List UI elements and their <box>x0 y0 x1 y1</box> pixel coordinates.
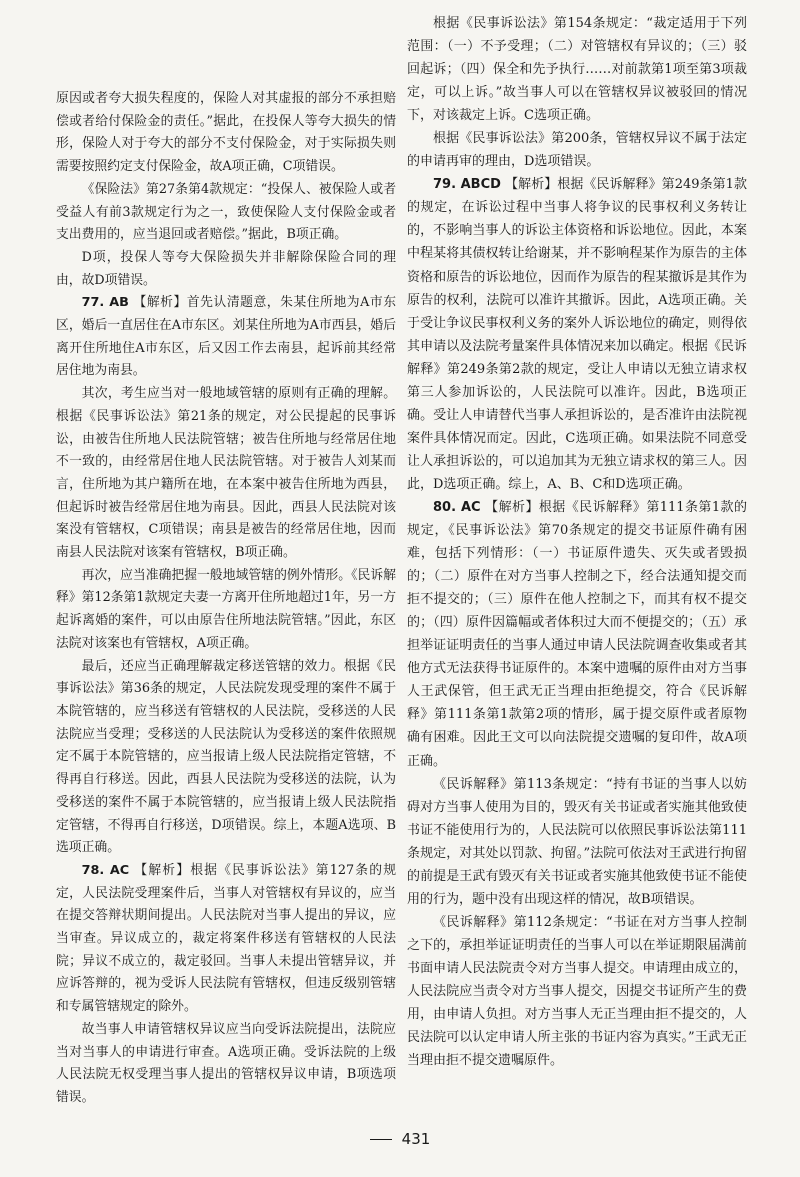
paragraph <box>56 565 396 656</box>
question-number: 78. AC <box>81 862 130 878</box>
paragraph-text: 【解析】根据《民诉解释》第249条第1款的规定，在诉讼过程中当事人将争议的民事权利义务转让的，不影响当事人的诉讼主体资格和诉讼地位。因此，本案中程某将其债权转让给谢某，并不影响程某作为原告的主体资格和原告的诉讼地位，因而作为原告的程某撤诉是其作为原告的权利，法院可以准许其撤诉。因此，A选项正确。关于受让争议民事权利义务的案外人诉讼地位的确定，则得依其申请以及法院考量案件具体情况来加以确定。根据《民诉解释》第249条第2款的规定，受让人申请以无独立请求权第三人参加诉讼的，人民法院可以准许。因此，B选项正确。受让人申请替代当事人承担诉讼的，是否准许由法院视案件具体情况而定。因此，C选项正确。如果法院不同意受让人承担诉讼的，可以追加其为无独立请求权的第三人。因此，D选项正确。综上，A、B、C和D选项正确。 <box>407 177 747 492</box>
paragraph <box>56 860 396 1019</box>
paragraph-text: 再次，应当准确把握一般地域管辖的例外情形。《民诉解释》第12条第1款规定夫妻一方离开住所地超过1年，另一方起诉离婚的案件，可以由原告住所地法院管辖。”因此，东区法院对该案也有管辖权，A项正确。 <box>56 567 396 651</box>
paragraph <box>407 911 747 1072</box>
paragraph-text: 《民诉解释》第112条规定：“书证在对方当事人控制之下的，承担举证证明责任的当事人可以在举证期限届满前书面申请人民法院责令对方当事人提交。申请理由成立的，人民法院应当责令对方当事人提交，因提交书证所产生的费用，由申请人负担。对方当事人无正当理由拒不提交的，人民法院可以认定申请人所主张的书证内容为真实。”王武无正当理由拒不提交遗嘱原件。 <box>407 914 747 1069</box>
question-number: 77. AB <box>81 295 129 311</box>
paragraph <box>407 127 747 173</box>
paragraph <box>407 496 747 773</box>
paragraph-text: 《保险法》第27条第4款规定：“投保人、被保险人或者受益人有前3款规定行为之一，致使保险人支付保险金或者支出费用的，应当退回或者赔偿。”据此，B项正确。 <box>56 181 396 243</box>
left-column <box>56 88 396 1110</box>
paragraph-text: 原因或者夸大损失程度的，保险人对其虚报的部分不承担赔偿或者给付保险金的责任。”据此，在投保人等夸大损失的情形，保险人对于夸大的部分不支付保险金，对于实际损失则需要按照约定支付保险金，故A项正确，C项错误。 <box>56 91 396 175</box>
page-number: 431 <box>401 1130 431 1148</box>
paragraph-text: 【解析】根据《民诉解释》第111条第1款的规定，《民事诉讼法》第70条规定的提交书证原件确有困难，包括下列情形：（一）书证原件遗失、灭失或者毁损的；（二）原件在对方当事人控制之下，经合法通知提交而拒不提交的；（三）原件在他人控制之下，而其有权不提交的；（四）原件因篇幅或者体积过大而不便提交的；（五）承担举证证明责任的当事人通过申请人民法院调查收集或者其他方式无法获得书证原件的。本案中遗嘱的原件由对方当事人王武保管，但王武无正当理由拒绝提交，符合《民诉解释》第111条第1款第2项的情形，属于提交原件或者原物确有困难。因此王文可以向法院提交遗嘱的复印件，故A项正确。 <box>407 499 747 769</box>
paragraph-text: 最后，还应当正确理解裁定移送管辖的效力。根据《民事诉讼法》第36条的规定，人民法院发现受理的案件不属于本院管辖的，应当移送有管辖权的人民法院，受移送的人民法院应当受理；受移送的人民法院认为受移送的案件依照规定不属于本院管辖的，应当报请上级人民法院指定管辖，不得再自行移送。因此，西县人民法院为受移送的法院，认为受移送的案件不属于本院管辖的，应当报请上级人民法院指定管辖，不得再自行移送，D项错误。综上，本题A选项、B选项正确。 <box>56 658 396 856</box>
paragraph <box>56 1019 396 1110</box>
right-column <box>407 12 747 1072</box>
paragraph-text: 【解析】首先认清题意，朱某住所地为A市东区，婚后一直居住在A市东区。刘某住所地为A市西县，婚后离开住所地住A市东区，后又因工作去南县，起诉前其经常居住地为南县。 <box>56 295 396 379</box>
paragraph-text: 故当事人申请管辖权异议应当向受诉法院提出，法院应当对当事人的申请进行审查。A选项正确。受诉法院的上级人民法院无权受理当事人提出的管辖权异议申请，B项选项错误。 <box>56 1021 396 1105</box>
paragraph <box>407 773 747 911</box>
question-number: 80. AC <box>433 499 481 515</box>
page-footer <box>0 1130 800 1148</box>
paragraph <box>56 383 396 565</box>
paragraph <box>56 88 396 179</box>
paragraph <box>56 656 396 860</box>
paragraph <box>407 12 747 127</box>
paragraph <box>407 173 747 496</box>
paragraph <box>56 179 396 247</box>
footer-dash <box>370 1139 392 1140</box>
paragraph-text: 其次，考生应当对一般地域管辖的原则有正确的理解。根据《民事诉讼法》第21条的规定，对公民提起的民事诉讼，由被告住所地人民法院管辖；被告住所地与经常居住地不一致的，由经常居住地人民法院管辖。对于被告人刘某而言，住所地为其户籍所在地，在本案中被告住所地为西县，但起诉时被告经常居住地为南县。因此，西县人民法院对该案没有管辖权，C项错误；南县是被告的经常居住地，因而南县人民法院对该案有管辖权，B项正确。 <box>56 386 396 561</box>
paragraph-text: 根据《民事诉讼法》第154条规定：“裁定适用于下列范围：（一）不予受理；（二）对管辖权有异议的；（三）驳回起诉；（四）保全和先予执行……对前款第1项至第3项裁定，可以上诉。”故当事人可以在管辖权异议被驳回的情况下，对该裁定上诉。C选项正确。 <box>407 16 747 124</box>
paragraph-text: 根据《民事诉讼法》第200条，管辖权异议不属于法定的申请再审的理由，D选项错误。 <box>407 131 747 170</box>
question-number: 79. ABCD <box>433 177 501 193</box>
paragraph-text: 【解析】根据《民事诉讼法》第127条的规定，人民法院受理案件后，当事人对管辖权有异议的，应当在提交答辩状期间提出。人民法院对当事人提出的异议，应当审查。异议成立的，裁定将案件移送有管辖权的人民法院；异议不成立的，裁定驳回。当事人未提出管辖异议，并应诉答辩的，视为受诉人民法院有管辖权，但违反级别管辖和专属管辖规定的除外。 <box>56 862 396 1015</box>
paragraph <box>56 247 396 292</box>
paragraph <box>56 292 396 383</box>
paragraph-text: 《民诉解释》第113条规定：“持有书证的当事人以妨碍对方当事人使用为目的，毁灭有关书证或者实施其他致使书证不能使用行为的，人民法院可以依照民事诉讼法第111条规定，对其处以罚款、拘留。”法院可依法对王武进行拘留的前提是王武有毁灭有关书证或者实施其他致使书证不能使用的行为，题中没有出现这样的情况，故B项错误。 <box>407 776 747 907</box>
paragraph-text: D项，投保人等夸大保险损失并非解除保险合同的理由，故D项错误。 <box>56 249 396 288</box>
